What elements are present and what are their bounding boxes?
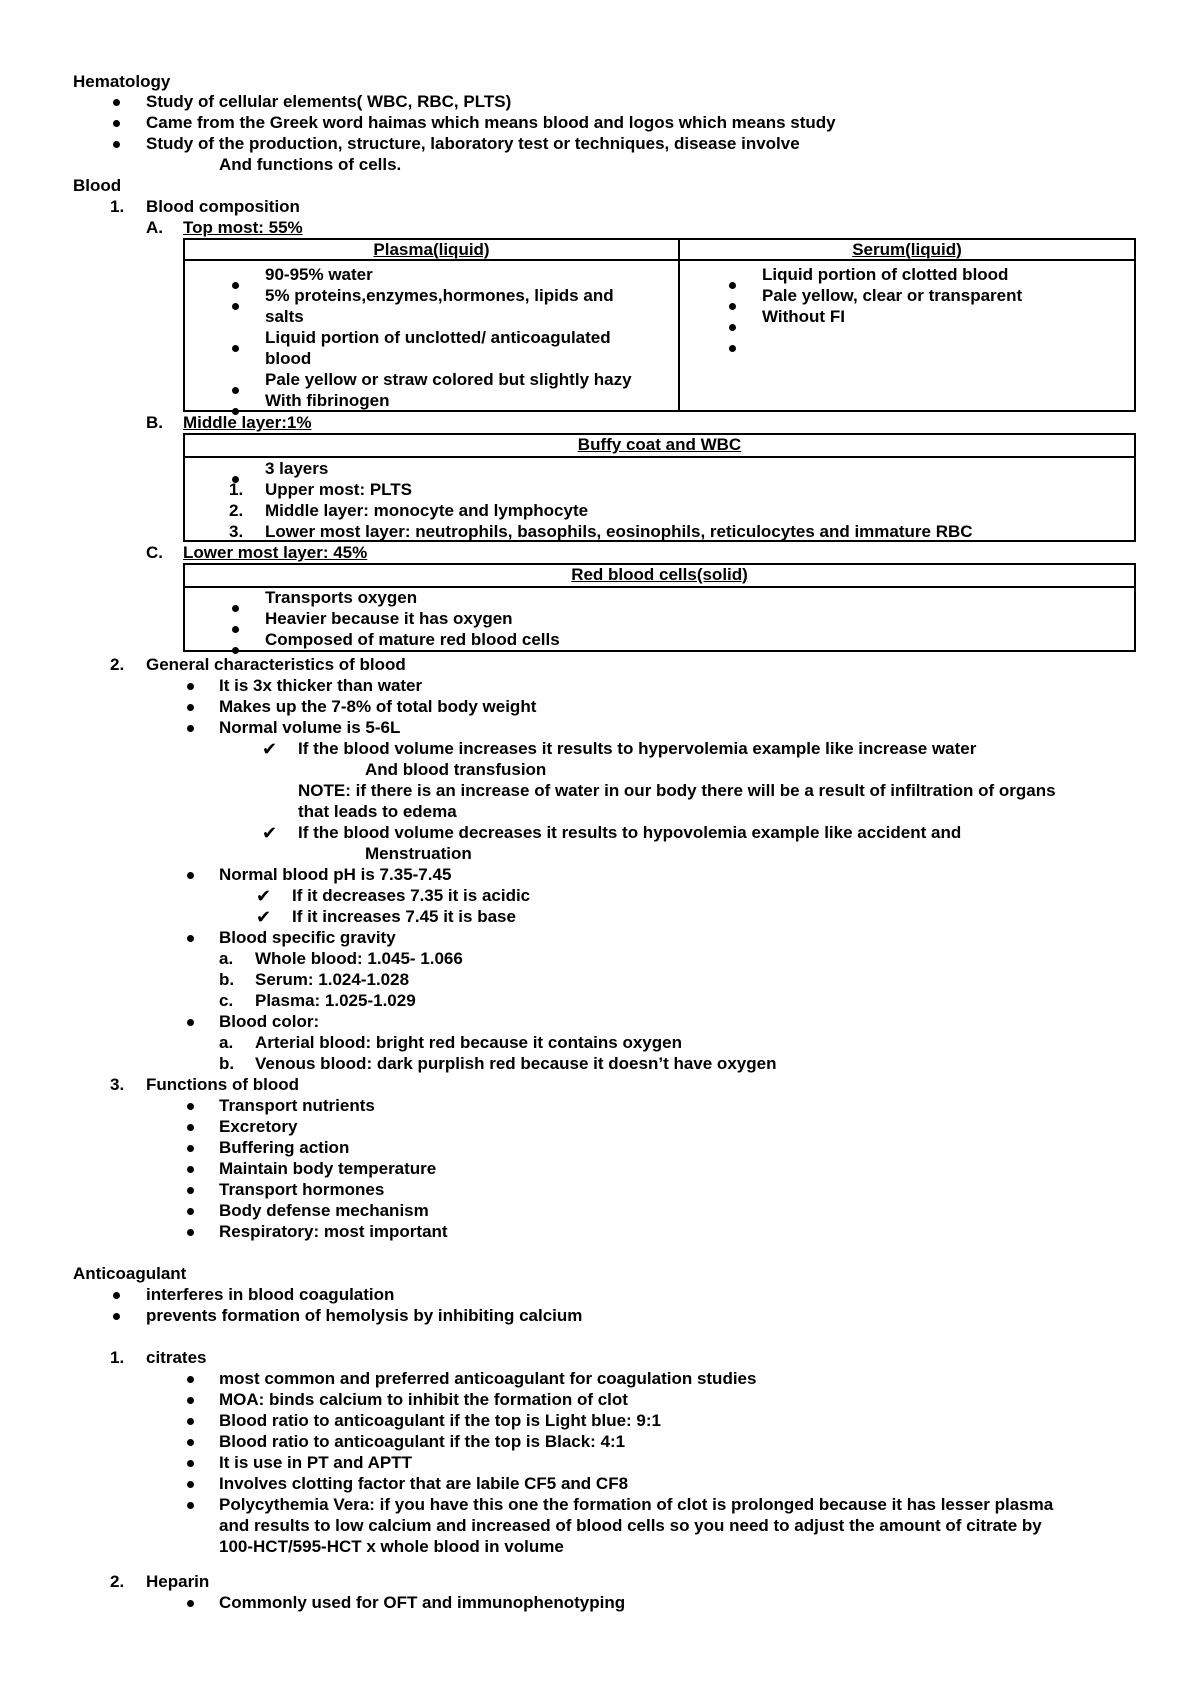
bullet (113, 1313, 120, 1320)
anticoagulant-heading: Anticoagulant (73, 1264, 187, 1283)
bullet (187, 1397, 194, 1404)
bullet (187, 704, 194, 711)
list-number: 2. (110, 655, 125, 674)
plasma-item: salts (265, 307, 304, 326)
list-number: 3. (229, 522, 244, 541)
function-item: Respiratory: most important (219, 1222, 448, 1241)
citrates-item: Blood ratio to anticoagulant if the top is Black: 4:1 (219, 1432, 626, 1451)
function-item: Transport nutrients (219, 1096, 375, 1115)
function-item: Body defense mechanism (219, 1201, 429, 1220)
blood-heading: Blood (73, 176, 122, 195)
bullet (187, 1460, 194, 1467)
bullet (232, 647, 239, 654)
plasma-header: Plasma(liquid) (373, 240, 490, 259)
bullet (729, 282, 736, 289)
serum-item: Without FI (762, 307, 845, 326)
bullet (232, 605, 239, 612)
citrates-item: It is use in PT and APTT (219, 1453, 413, 1472)
bullet (113, 1292, 120, 1299)
citrates-item: MOA: binds calcium to inhibit the formation of clot (219, 1390, 628, 1409)
function-item: Buffering action (219, 1138, 350, 1157)
general-subitem: If it decreases 7.35 it is acidic (292, 886, 531, 905)
list-number: 2. (110, 1572, 125, 1591)
bullet (187, 1145, 194, 1152)
general-subitem: Serum: 1.024-1.028 (255, 970, 410, 989)
general-subitem: If the blood volume decreases it results to hypovolemia example like accident and (298, 823, 962, 842)
plasma-item: Liquid portion of unclotted/ anticoagulated (265, 328, 611, 347)
bullet (187, 872, 194, 879)
note-line: NOTE: if there is an increase of water in our body there will be a result of infiltration of organs (298, 781, 1056, 800)
blood-composition-title: Blood composition (146, 197, 300, 216)
function-item: Transport hormones (219, 1180, 385, 1199)
bullet (113, 99, 120, 106)
plasma-item: Pale yellow or straw colored but slightly hazy (265, 370, 632, 389)
check-mark-icon: ✔ (262, 739, 278, 759)
lower-layer-label: Lower most layer: 45% (183, 543, 368, 562)
bullet (232, 387, 239, 394)
hematology-bullet-2: Came from the Greek word haimas which means blood and logos which means study (146, 113, 836, 132)
list-letter: c. (219, 991, 234, 1010)
bullet (187, 1019, 194, 1026)
table-divider (678, 238, 680, 412)
hematology-heading: Hematology (73, 72, 171, 91)
bullet (232, 282, 239, 289)
list-letter: C. (146, 543, 163, 562)
general-characteristics-title: General characteristics of blood (146, 655, 406, 674)
bullet (187, 1124, 194, 1131)
function-item: Excretory (219, 1117, 298, 1136)
rbc-item: Transports oxygen (265, 588, 418, 607)
bullet (187, 1103, 194, 1110)
bullet (729, 324, 736, 331)
buffy-coat-layer: Middle layer: monocyte and lymphocyte (265, 501, 589, 520)
serum-item: Liquid portion of clotted blood (762, 265, 1009, 284)
bullet (729, 345, 736, 352)
general-item: Normal blood pH is 7.35-7.45 (219, 865, 452, 884)
bullet (187, 1187, 194, 1194)
bullet (729, 303, 736, 310)
plasma-item: 90-95% water (265, 265, 373, 284)
list-number: 1. (229, 480, 244, 499)
bullet (113, 141, 120, 148)
citrates-item: most common and preferred anticoagulant for coagulation studies (219, 1369, 757, 1388)
plasma-item: 5% proteins,enzymes,hormones, lipids and (265, 286, 614, 305)
citrates-item: Polycythemia Vera: if you have this one the formation of clot is prolonged because it has lesser plasma (219, 1495, 1054, 1514)
list-number: 1. (110, 1348, 125, 1367)
bullet (187, 1600, 194, 1607)
general-item: Blood specific gravity (219, 928, 396, 947)
list-letter: b. (219, 970, 235, 989)
note-line: that leads to edema (298, 802, 457, 821)
bullet (113, 120, 120, 127)
list-number: 2. (229, 501, 244, 520)
hematology-continuation: And functions of cells. (219, 155, 402, 174)
general-subitem: Arterial blood: bright red because it contains oxygen (255, 1033, 682, 1052)
buffy-coat-item: 3 layers (265, 459, 329, 478)
general-item: Makes up the 7-8% of total body weight (219, 697, 537, 716)
hematology-bullet-1: Study of cellular elements( WBC, RBC, PLTS) (146, 92, 512, 111)
list-letter: a. (219, 949, 234, 968)
citrates-title: citrates (146, 1348, 207, 1367)
general-item: Normal volume is 5-6L (219, 718, 401, 737)
bullet (187, 1166, 194, 1173)
bullet (187, 1208, 194, 1215)
general-subitem: If it increases 7.45 it is base (292, 907, 516, 926)
rbc-item: Composed of mature red blood cells (265, 630, 560, 649)
list-letter: a. (219, 1033, 234, 1052)
general-subitem: Venous blood: dark purplish red because it doesn’t have oxygen (255, 1054, 777, 1073)
general-item: Blood color: (219, 1012, 320, 1031)
list-letter: B. (146, 413, 163, 432)
bullet (187, 935, 194, 942)
citrates-item-continuation: 100-HCT/595-HCT x whole blood in volume (219, 1537, 564, 1556)
general-subitem: Menstruation (365, 844, 472, 863)
check-mark-icon: ✔ (262, 823, 278, 843)
check-mark-icon: ✔ (256, 907, 272, 927)
bullet (187, 1376, 194, 1383)
plasma-item: With fibrinogen (265, 391, 390, 410)
bullet (187, 1439, 194, 1446)
bullet (232, 303, 239, 310)
table-divider (183, 456, 1136, 458)
bullet (232, 345, 239, 352)
general-subitem: Plasma: 1.025-1.029 (255, 991, 416, 1010)
check-mark-icon: ✔ (256, 886, 272, 906)
bullet (187, 1418, 194, 1425)
citrates-item: Blood ratio to anticoagulant if the top is Light blue: 9:1 (219, 1411, 661, 1430)
list-number: 1. (110, 197, 125, 216)
buffy-coat-header: Buffy coat and WBC (577, 435, 742, 454)
citrates-item: Involves clotting factor that are labile CF5 and CF8 (219, 1474, 629, 1493)
plasma-item: blood (265, 349, 312, 368)
top-most-label: Top most: 55% (183, 218, 303, 237)
rbc-header: Red blood cells(solid) (571, 565, 748, 584)
bullet (187, 683, 194, 690)
serum-item: Pale yellow, clear or transparent (762, 286, 1023, 305)
functions-title: Functions of blood (146, 1075, 299, 1094)
middle-layer-label: Middle layer:1% (183, 413, 312, 432)
anticoagulant-bullet: prevents formation of hemolysis by inhibiting calcium (146, 1306, 583, 1325)
hematology-bullet-3: Study of the production, structure, laboratory test or techniques, disease involve (146, 134, 800, 153)
list-number: 3. (110, 1075, 125, 1094)
bullet (187, 725, 194, 732)
buffy-coat-layer: Upper most: PLTS (265, 480, 413, 499)
citrates-item-continuation: and results to low calcium and increased of blood cells so you need to adjust the amount of citrate by (219, 1516, 1042, 1535)
function-item: Maintain body temperature (219, 1159, 437, 1178)
bullet (187, 1481, 194, 1488)
general-item: It is 3x thicker than water (219, 676, 423, 695)
buffy-coat-layer: Lower most layer: neutrophils, basophils, eosinophils, reticulocytes and immature RBC (265, 522, 973, 541)
rbc-item: Heavier because it has oxygen (265, 609, 513, 628)
anticoagulant-bullet: interferes in blood coagulation (146, 1285, 395, 1304)
general-subitem: And blood transfusion (365, 760, 547, 779)
serum-header: Serum(liquid) (852, 240, 962, 259)
list-letter: A. (146, 218, 163, 237)
general-subitem: If the blood volume increases it results to hypervolemia example like increase water (298, 739, 977, 758)
heparin-item: Commonly used for OFT and immunophenotyping (219, 1593, 626, 1612)
general-subitem: Whole blood: 1.045- 1.066 (255, 949, 463, 968)
bullet (187, 1502, 194, 1509)
bullet (187, 1229, 194, 1236)
heparin-title: Heparin (146, 1572, 210, 1591)
list-letter: b. (219, 1054, 235, 1073)
bullet (232, 626, 239, 633)
